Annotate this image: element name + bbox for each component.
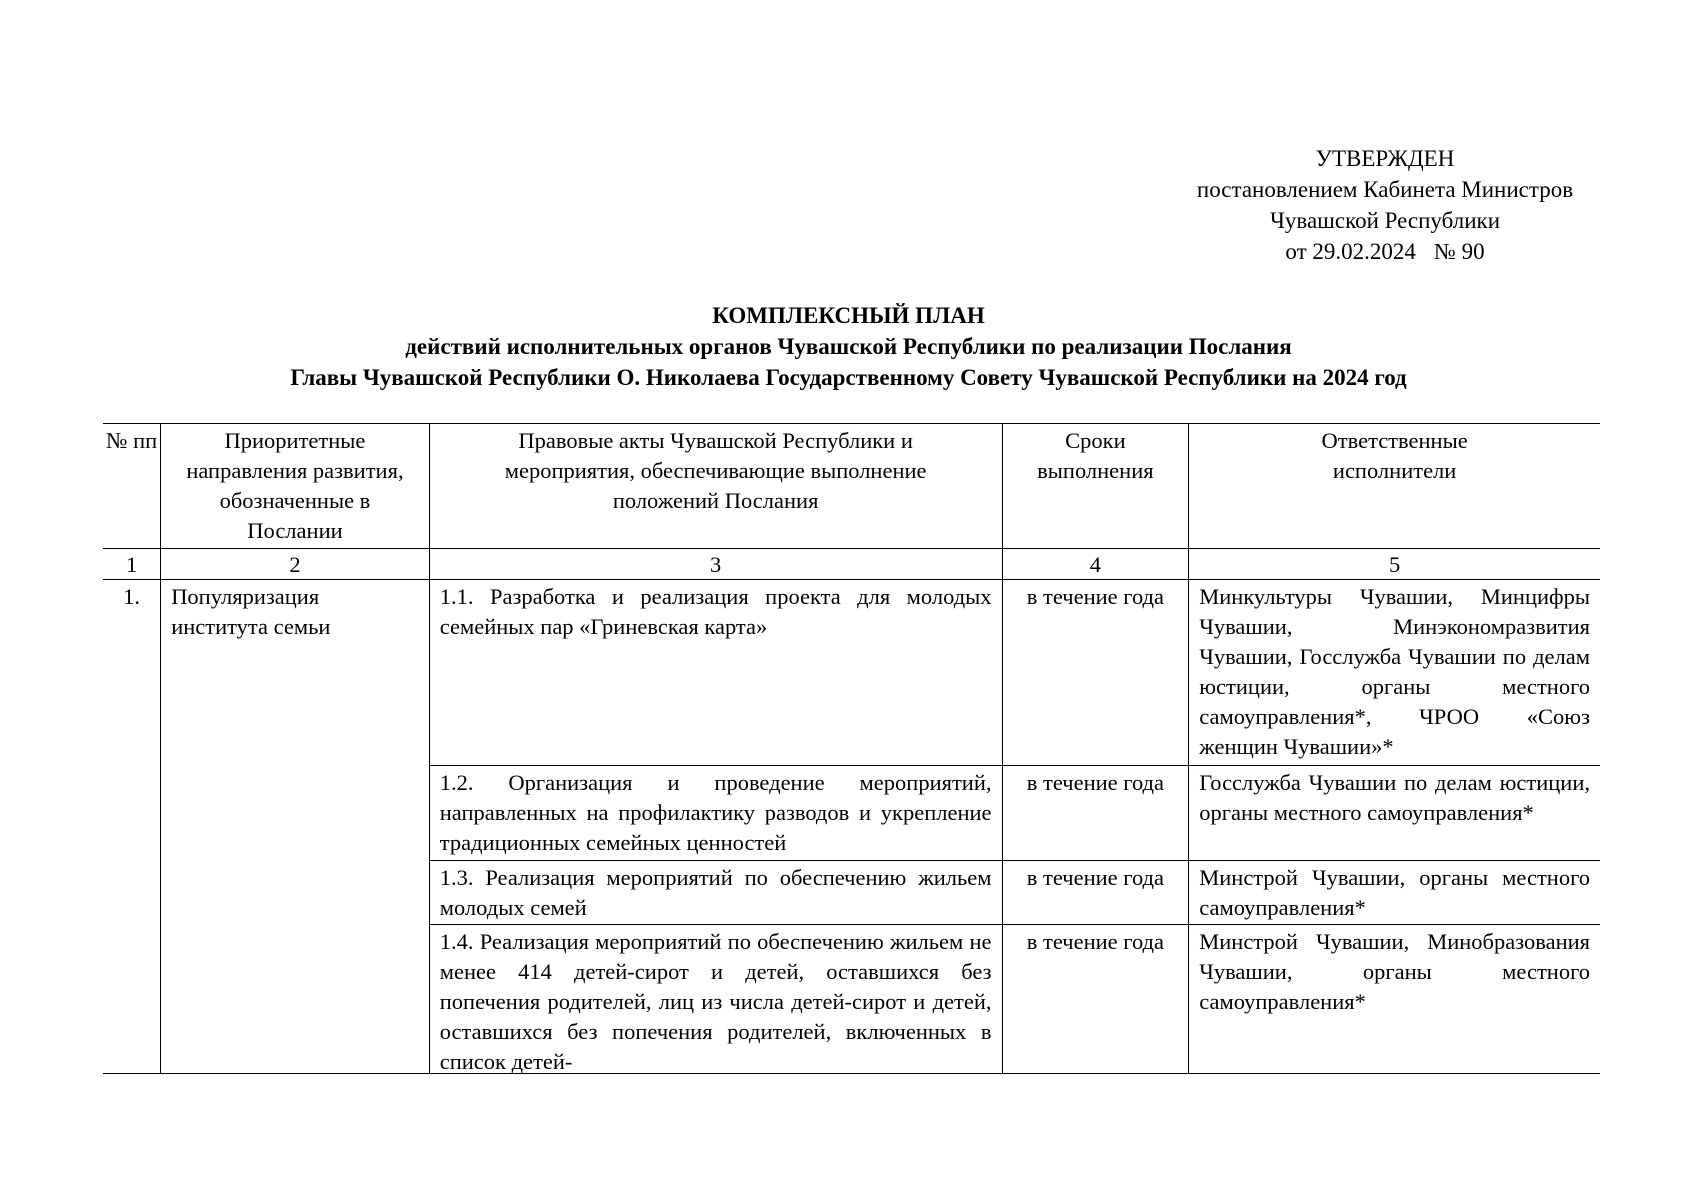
plan-table xyxy=(103,423,1600,1074)
title-line-3: Главы Чувашской Республики О. Николаева Государственному Совету Чувашской Республики на 2024 год xyxy=(290,365,1407,390)
approval-date: от 29.02.2024 xyxy=(1285,239,1416,264)
section-number: 1. xyxy=(103,580,161,1074)
column-number: 4 xyxy=(1002,549,1189,580)
title-line-1: КОМПЛЕКСНЫЙ ПЛАН xyxy=(712,303,985,328)
header-direction: Приоритетные направления развития, обозначенные в Послании xyxy=(161,424,430,549)
column-number: 2 xyxy=(161,549,430,580)
approval-number: № 90 xyxy=(1433,239,1485,264)
responsible-cell: Минстрой Чувашии, Минобразования Чувашии, органы местного самоуправления* xyxy=(1189,925,1600,1074)
header-responsible: Ответственные исполнители xyxy=(1189,424,1600,549)
column-number: 1 xyxy=(103,549,161,580)
responsible-cell: Минстрой Чувашии, органы местного самоуправления* xyxy=(1189,860,1600,924)
approval-stamp xyxy=(1150,143,1620,267)
column-number: 5 xyxy=(1189,549,1600,580)
term-cell: в течение года xyxy=(1002,925,1189,1074)
column-number: 3 xyxy=(429,549,1002,580)
term-cell: в течение года xyxy=(1002,766,1189,861)
header-number: № пп xyxy=(103,424,161,549)
approval-line-1: УТВЕРЖДЕН xyxy=(1315,146,1455,171)
measure-cell xyxy=(429,925,1002,1074)
measure-cell: 1.3. Реализация мероприятий по обеспечению жильем молодых семей xyxy=(429,860,1002,924)
table-row xyxy=(103,580,1600,766)
column-numbers-row xyxy=(103,549,1600,580)
measure-cell: 1.1. Разработка и реализация проекта для молодых семейных пар «Гриневская карта» xyxy=(429,580,1002,766)
document-title xyxy=(0,300,1697,393)
approval-line-3: Чувашской Республики xyxy=(1269,208,1501,233)
responsible-cell: Госслужба Чувашии по делам юстиции, органы местного самоуправления* xyxy=(1189,766,1600,861)
term-cell: в течение года xyxy=(1002,860,1189,924)
measure-text: 1.4. Реализация мероприятий по обеспечению жильем не менее 414 детей-сирот и детей, оставшихся без попечения родителей, лиц из числа детей-сирот и детей, оставшихся без попечения родителей, включенных в список детей- xyxy=(439,929,992,1073)
section-direction: Популяризация института семьи xyxy=(161,580,430,1074)
measure-cell: 1.2. Организация и проведение мероприятий, направленных на профилактику разводов и укрепление традиционных семейных ценностей xyxy=(429,766,1002,861)
approval-date-line xyxy=(1150,236,1620,267)
title-line-2: действий исполнительных органов Чувашской Республики по реализации Послания xyxy=(405,334,1292,359)
approval-line-2: постановлением Кабинета Министров xyxy=(1196,177,1574,202)
term-cell: в течение года xyxy=(1002,580,1189,766)
header-term: Сроки выполнения xyxy=(1002,424,1189,549)
table-header-row xyxy=(103,424,1600,549)
responsible-cell: Минкультуры Чувашии, Минцифры Чувашии, Минэкономразвития Чувашии, Госслужба Чувашии по делам юстиции, органы местного самоуправления*, ЧРОО «Союз женщин Чувашии»* xyxy=(1189,580,1600,766)
header-measures: Правовые акты Чувашской Республики и мероприятия, обеспечивающие выполнение положений Послания xyxy=(429,424,1002,549)
